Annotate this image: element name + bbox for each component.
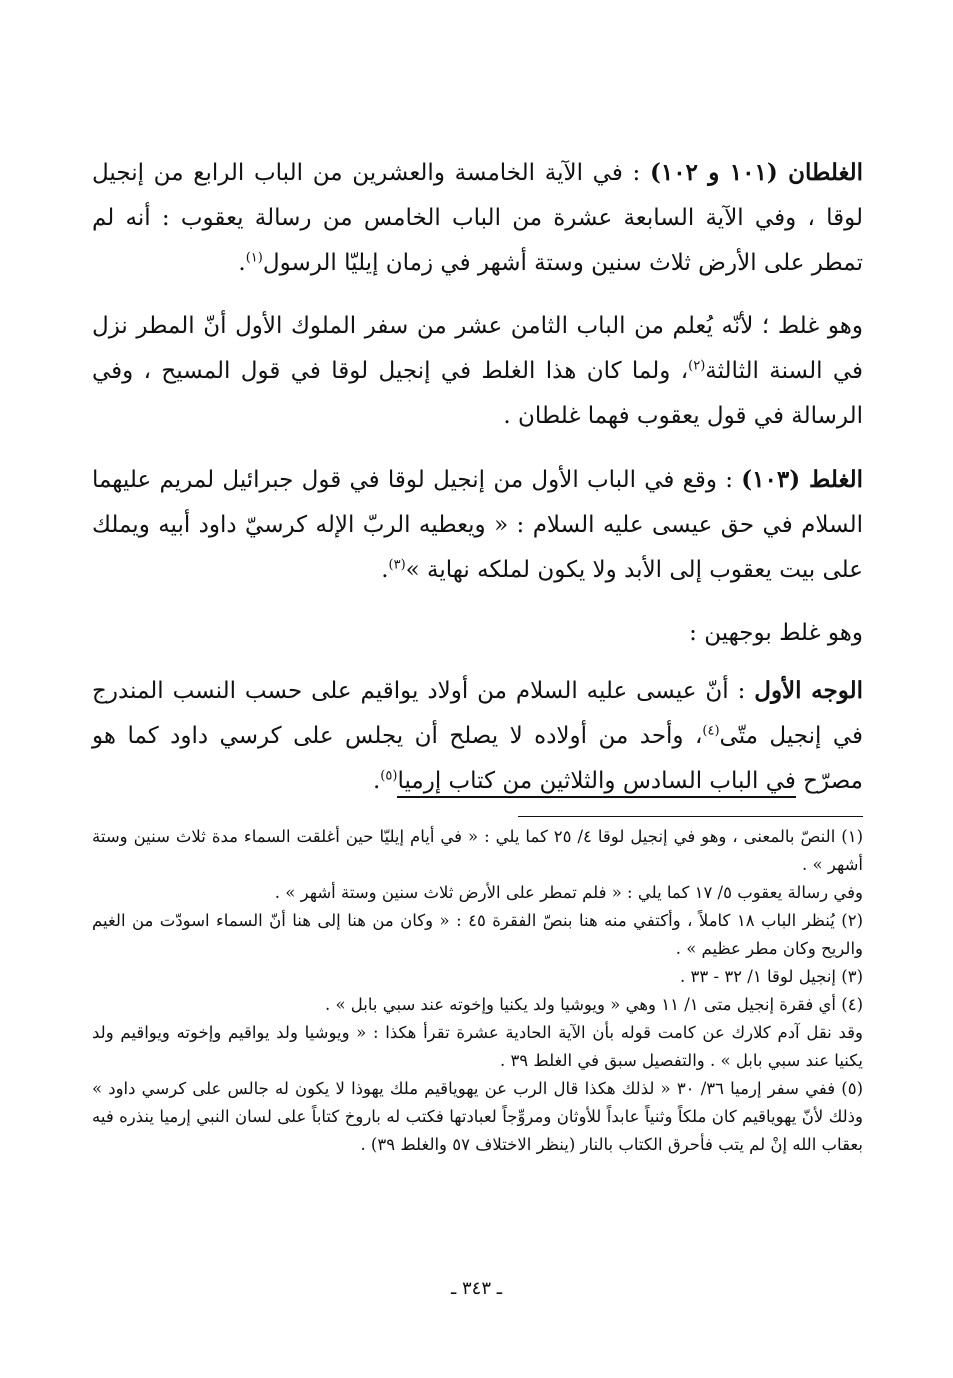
footnote-3: (٣) إنجيل لوقا ١/ ٣٢ - ٣٣ . — [680, 967, 863, 986]
paragraph-text: : في الآية الخامسة والعشرين من الباب الرابع من إنجيل لوقا ، وفي الآية السابعة عشرة من الباب الخامس من رسالة يعقوب : أنه لم تمطر على الأرض ثلاث سنين وستة أشهر في زمان إيليّا الرسول — [92, 160, 863, 276]
footnote-ref[interactable]: (٤) — [702, 723, 720, 739]
paragraph-text: وهو غلط ؛ لأنّه يُعلم من الباب الثامن عشر من سفر الملوك الأول أنّ المطر نزل في السنة الثالثة — [92, 313, 863, 384]
footnote-4-continued: وقد نقل آدم كلارك عن كامت قوله بأن الآية الحادية عشرة تقرأ هكذا : « ويوشيا ولد يواقيم وإخوته ويواقيم ولد يكنيا عند سبي بابل » . والتفصيل سبق في الغلط ٣٩ . — [92, 1023, 863, 1070]
footnote-ref[interactable]: (٣) — [388, 557, 406, 573]
footnote-4: (٤) أي فقرة إنجيل متى ١/ ١١ وهي « ويوشيا ولد يكنيا وإخوته عند سبي بابل » . — [324, 995, 863, 1014]
paragraph-two-aspects — [92, 611, 863, 656]
footnote-ref[interactable]: (٢) — [688, 358, 706, 374]
footnote-ref[interactable]: (٥) — [380, 768, 398, 784]
paragraph-error-103 — [92, 457, 863, 593]
paragraph-end: . — [238, 250, 246, 276]
paragraph-text: : وقع في الباب الأول من إنجيل لوقا في قول جبرائيل لمريم عليهما السلام في حق عيسى عليه السلام : « ويعطيه الربّ الإله كرسيّ داود أبيه ويملك على بيت يعقوب إلى الأبد ولا يكون لملكه نهاية » — [92, 467, 863, 583]
paragraph-text: وهو غلط بوجهين : — [689, 620, 863, 646]
footnote-5: (٥) ففي سفر إرميا ٣٦/ ٣٠ « لذلك هكذا قال الرب عن يهوياقيم ملك يهوذا لا يكون له جالس على كرسي داود » وذلك لأنّ يهوياقيم كان ملكاً وثنياً عابداً للأوثان ومروِّجاً لعبادتها فكتب له باروخ كتاباً على لسان النبي إرميا ينذره فيه بعقاب الله إنْ لم يتب فأحرق الكتاب بالنار (ينظر الاختلاف ٥٧ والغلط ٣٩) . — [92, 1079, 864, 1154]
paragraph-error-explanation — [92, 304, 863, 439]
paragraph-first-aspect — [92, 668, 863, 804]
footnote-divider — [518, 816, 863, 817]
underlined-text: في الباب السادس والثلاثين من كتاب إرميا — [397, 768, 795, 798]
paragraph-text: : أنّ عيسى عليه السلام من أولاد يواقيم على حسب النسب المندرج في إنجيل متّى — [92, 678, 864, 749]
footnote-2: (٢) يُنظر الباب ١٨ كاملاً ، وأكتفي منه هنا بنصّ الفقرة ٤٥ : « وكان من هنا إلى هنا أنّ السماء اسودّت من الغيم والريح وكان مطر عظيم » . — [92, 911, 863, 958]
paragraph-text: ، ولما كان هذا الغلط في إنجيل لوقا في قول المسيح ، وفي الرسالة في قول يعقوب فهما غلطان . — [92, 358, 863, 429]
footnote-1: (١) النصّ بالمعنى ، وهو في إنجيل لوقا ٤/ ٢٥ كما يلي : « في أيام إيليّا حين أغلقت السماء مدة ثلاث سنين وستة أشهر » . — [92, 827, 863, 874]
paragraph-end: . — [381, 557, 389, 583]
footnotes — [92, 823, 863, 1159]
paragraph-heading: الوجه الأول — [754, 677, 863, 704]
page-number: ـ ٣٤٣ ـ — [450, 1278, 502, 1299]
paragraph-heading: الغلط (١٠٣) — [741, 466, 863, 493]
footnote-ref[interactable]: (١) — [245, 250, 263, 266]
footnote-1-continued: وفي رسالة يعقوب ٥/ ١٧ كما يلي : « فلم تمطر على الأرض ثلاث سنين وستة أشهر » . — [274, 883, 863, 902]
paragraph-heading: الغلطان (١٠١ و ١٠٢) — [649, 159, 863, 186]
paragraph-errors-101-102 — [92, 150, 863, 286]
paragraph-end: . — [372, 768, 381, 794]
paragraph-text: ، وأحد من أولاده لا يصلح أن يجلس على كرسي داود كما هو مصرّح — [92, 723, 863, 794]
